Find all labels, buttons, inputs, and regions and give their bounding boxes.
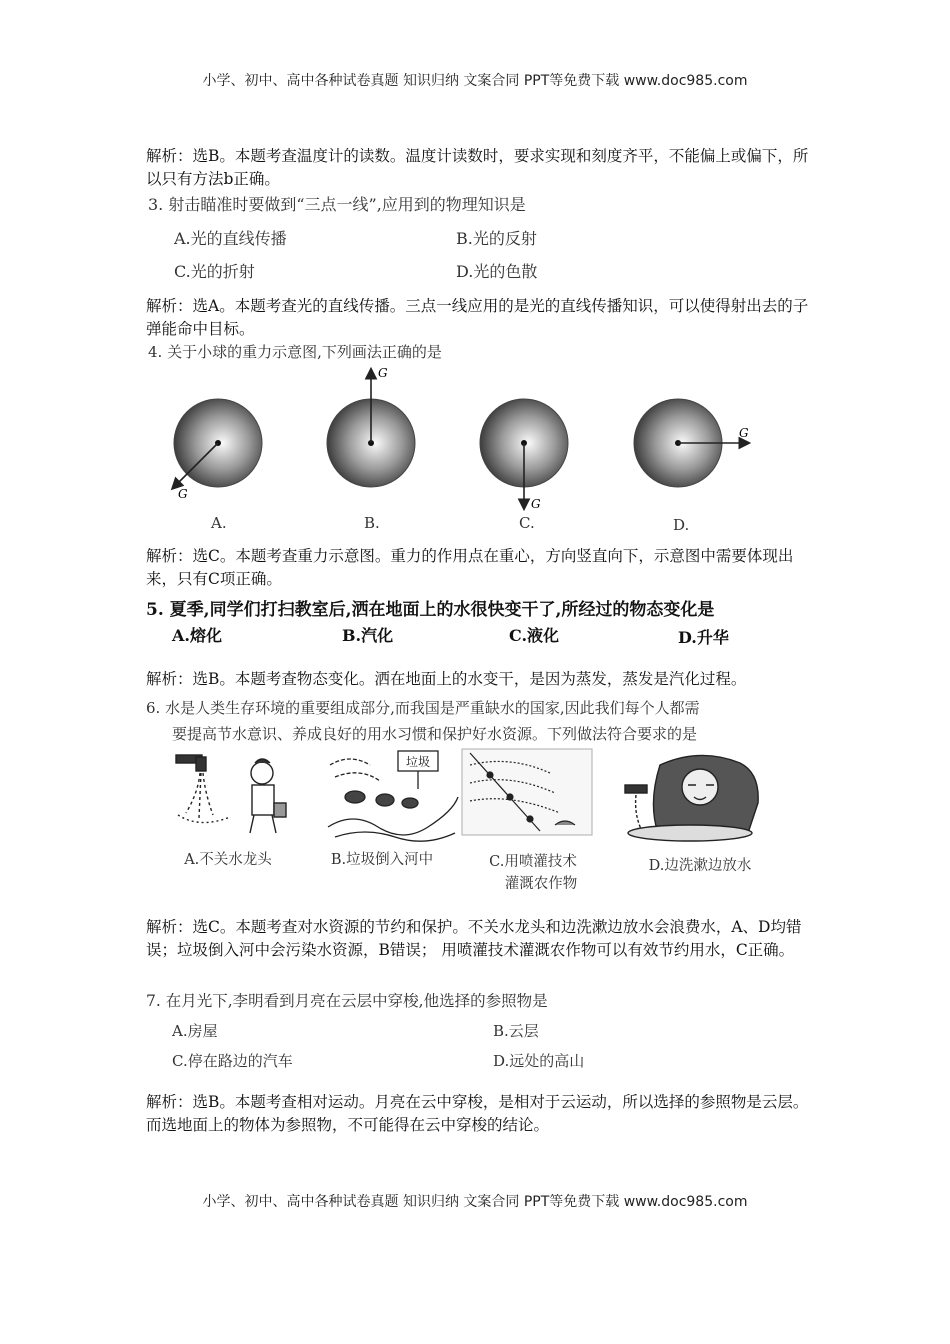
question-7-stem: 7. 在月光下,李明看到月亮在云层中穿梭,他选择的参照物是 <box>146 992 548 1010</box>
q6-caption-d: D.边洗漱边放水 <box>648 858 752 874</box>
q3-option-d: D.光的色散 <box>456 262 538 281</box>
q5-option-c: C.液化 <box>509 626 560 645</box>
q5-option-a: A.熔化 <box>172 626 222 645</box>
analysis-q5: 解析：选B。本题考查物态变化。洒在地面上的水变干，是因为蒸发，蒸发是汽化过程。 <box>146 670 747 688</box>
fig-label-a: A. <box>211 514 227 532</box>
water-usage-illustrations <box>170 745 780 845</box>
q7-option-d: D.远处的高山 <box>493 1052 585 1070</box>
q3-option-b: B.光的反射 <box>456 229 537 248</box>
picture-a-running-tap <box>176 755 286 833</box>
q3-option-a: A.光的直线传播 <box>174 229 287 248</box>
q5-option-d: D.升华 <box>678 628 729 647</box>
gravity-diagrams <box>140 358 820 543</box>
q6-caption-a: A.不关水龙头 <box>184 852 272 868</box>
page-footer: 小学、初中、高中各种试卷真题 知识归纳 文案合同 PPT等免费下载 www.doc985.com <box>202 1194 748 1210</box>
q3-option-c: C.光的折射 <box>174 262 255 281</box>
fig-label-c: C. <box>519 514 535 532</box>
force-label-c: G <box>531 497 541 511</box>
analysis-q4: 解析：选C。本题考查重力示意图。重力的作用点在重心，方向竖直向下，示意图中需要体现出来，只有C项正确。 <box>146 547 794 588</box>
force-label-d: G <box>739 426 749 440</box>
fig-label-b: B. <box>364 514 380 532</box>
analysis-q7: 解析：选B。本题考查相对运动。月亮在云中穿梭，是相对于云运动，所以选择的参照物是云层。而选地面上的物体为参照物，不可能得在云中穿梭的结论。 <box>146 1093 809 1134</box>
q7-option-a: A.房屋 <box>172 1022 218 1040</box>
q7-option-c: C.停在路边的汽车 <box>172 1052 293 1070</box>
question-3-stem: 3. 射击瞄准时要做到“三点一线”,应用到的物理知识是 <box>148 195 526 214</box>
q6-caption-c-line2: 灌溉农作物 <box>504 876 578 892</box>
question-5-stem: 5. 夏季,同学们打扫教室后,洒在地面上的水很快变干了,所经过的物态变化是 <box>146 600 715 620</box>
picture-c-sprinkler <box>462 749 592 835</box>
ball-c <box>480 399 568 511</box>
ball-b <box>327 366 415 487</box>
q6-caption-c-line1: C.用喷灌技术 <box>489 854 577 870</box>
picture-d-washing <box>625 755 758 841</box>
force-label-b: G <box>378 366 388 380</box>
ball-a <box>173 399 262 501</box>
analysis-q3: 解析：选A。本题考查光的直线传播。三点一线应用的是光的直线传播知识，可以使得射出去的子弹能命中目标。 <box>146 297 809 338</box>
analysis-q2: 解析：选B。本题考查温度计的读数。温度计读数时，要求实现和刻度齐平，不能偏上或偏下，所以只有方法b正确。 <box>146 147 809 188</box>
question-4-stem: 4. 关于小球的重力示意图,下列画法正确的是 <box>148 343 442 361</box>
question-6-stem-line1: 6. 水是人类生存环境的重要组成部分,而我国是严重缺水的国家,因此我们每个人都需 <box>146 699 700 717</box>
question-6-stem-line2: 要提高节水意识、养成良好的用水习惯和保护好水资源。下列做法符合要求的是 <box>172 725 698 743</box>
picture-b-garbage-river <box>328 751 458 841</box>
page-header: 小学、初中、高中各种试卷真题 知识归纳 文案合同 PPT等免费下载 www.doc985.com <box>202 73 748 89</box>
ball-d <box>634 399 749 487</box>
q6-caption-b: B.垃圾倒入河中 <box>330 852 434 868</box>
force-label-a: G <box>178 487 188 501</box>
q5-option-b: B.汽化 <box>342 626 394 645</box>
q7-option-b: B.云层 <box>493 1022 539 1040</box>
analysis-q6: 解析：选C。本题考查对水资源的节约和保护。不关水龙头和边洗漱边放水会浪费水，A、D均错误；垃圾倒入河中会污染水资源，B错误； 用喷灌技术灌溉农作物可以有效节约用水，C正确。 <box>146 918 802 959</box>
garbage-sign: 垃圾 <box>406 755 431 769</box>
fig-label-d: D. <box>673 516 690 534</box>
